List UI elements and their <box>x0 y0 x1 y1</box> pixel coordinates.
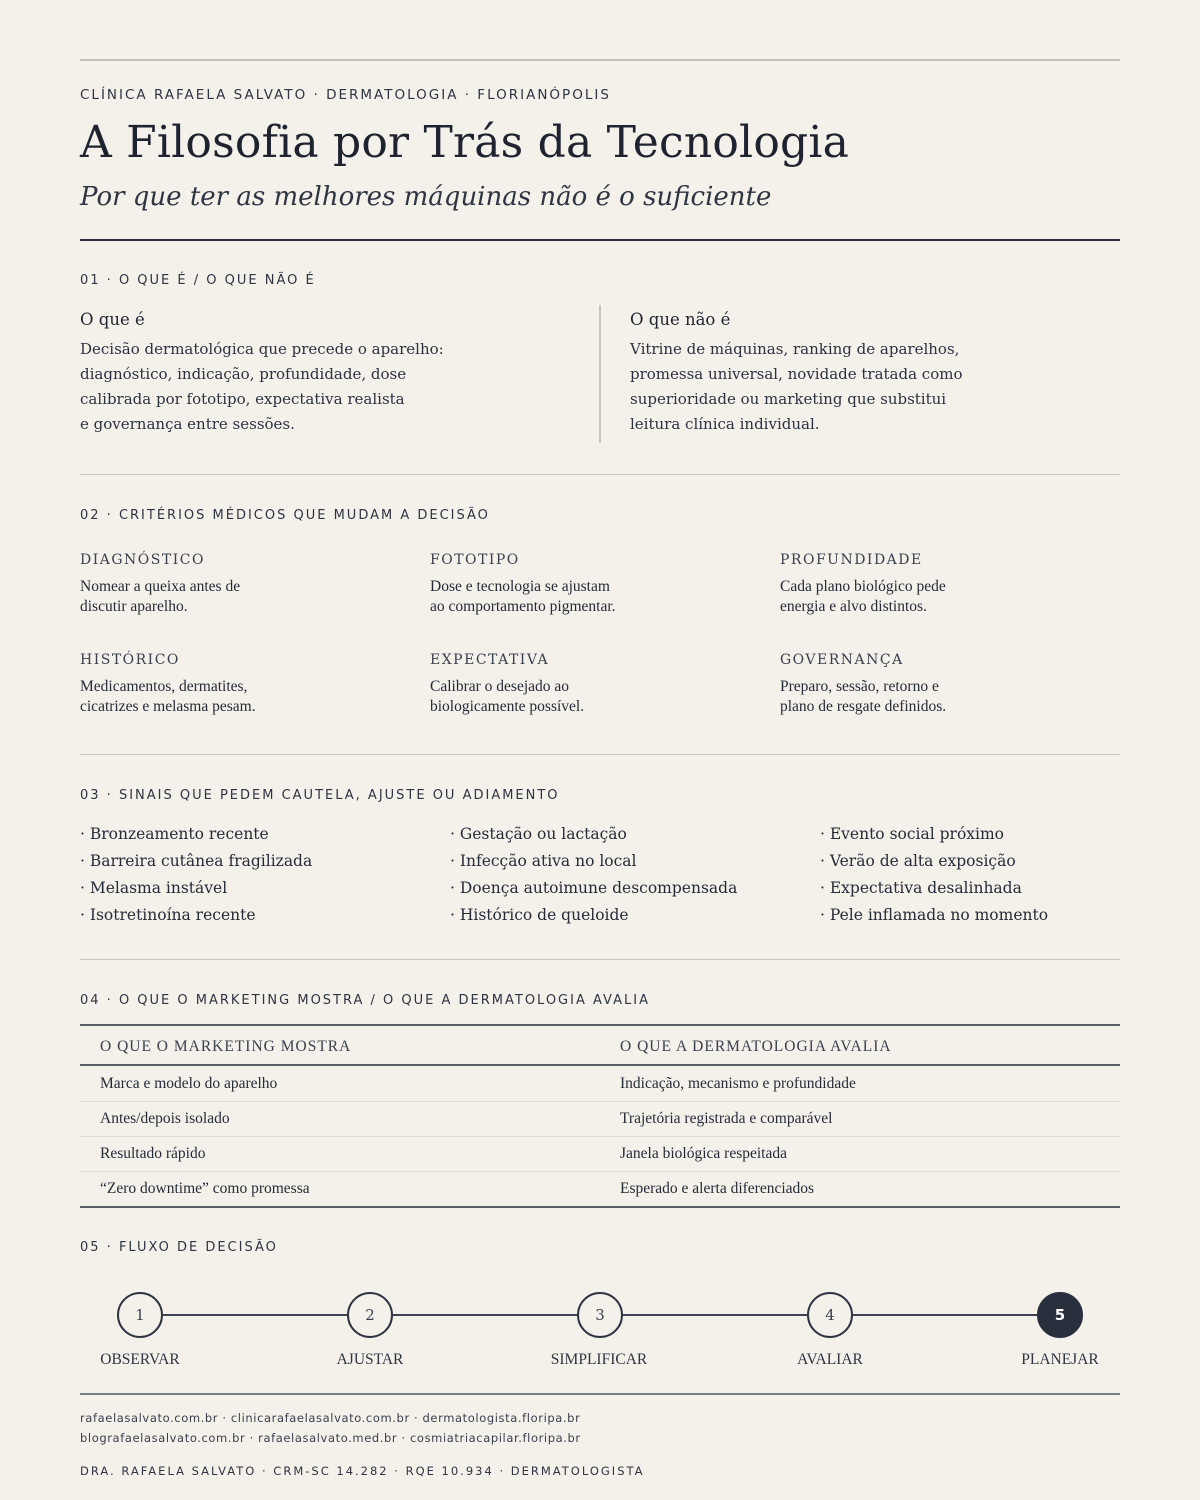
caution-sign: · Pele inflamada no momento <box>820 906 1049 924</box>
table-cell: Marca e modelo do aparelho <box>100 1075 278 1092</box>
criterion-text <box>80 577 380 617</box>
what-it-is-text <box>80 337 480 437</box>
step-2-circle: 2 <box>347 1292 393 1338</box>
caution-sign: · Verão de alta exposição <box>820 852 1016 870</box>
caution-sign: · Histórico de queloide <box>450 906 629 924</box>
criterion-line: Calibrar o desejado ao <box>430 678 570 695</box>
criterion-title: FOTOTIPO <box>430 552 520 568</box>
what-it-is-line: e governança entre sessões. <box>80 415 295 433</box>
step-1-label: OBSERVAR <box>100 1351 180 1368</box>
criterion-line: biologicamente possível. <box>430 698 585 715</box>
table-cell: Janela biológica respeitada <box>620 1145 787 1162</box>
table-cell: Trajetória registrada e comparável <box>620 1110 833 1127</box>
table-header-rule <box>80 1064 1120 1066</box>
footer-rule <box>80 1393 1120 1395</box>
table-row-divider <box>80 1171 1120 1172</box>
section-divider <box>80 474 1120 475</box>
step-4-label: AVALIAR <box>797 1351 863 1368</box>
caution-sign: · Gestação ou lactação <box>450 825 627 843</box>
clinic-eyebrow: CLÍNICA RAFAELA SALVATO · DERMATOLOGIA · FLORIANÓPOLIS <box>80 87 611 103</box>
criterion-text <box>430 577 730 617</box>
what-it-is-not-line: Vitrine de máquinas, ranking de aparelhos, <box>630 340 960 358</box>
what-it-is-line: calibrada por fototipo, expectativa realista <box>80 390 405 408</box>
caution-sign: · Isotretinoína recente <box>80 906 256 924</box>
caution-sign: · Bronzeamento recente <box>80 825 269 843</box>
criterion-title: HISTÓRICO <box>80 652 180 668</box>
caution-sign: · Expectativa desalinhada <box>820 879 1022 897</box>
table-header-dermatology: O QUE A DERMATOLOGIA AVALIA <box>620 1038 892 1055</box>
criterion-line: discutir aparelho. <box>80 598 188 615</box>
what-it-is-line: diagnóstico, indicação, profundidade, dose <box>80 365 407 383</box>
section-2-label: 02 · CRITÉRIOS MÉDICOS QUE MUDAM A DECISÃO <box>80 508 490 523</box>
page-title: A Filosofia por Trás da Tecnologia <box>80 117 850 168</box>
criterion-line: Dose e tecnologia se ajustam <box>430 578 610 595</box>
footer-links-line-2[interactable]: blografaelasalvato.com.br · rafaelasalvato.med.br · cosmiatriacapilar.floripa.br <box>80 1431 581 1445</box>
table-cell: “Zero downtime” como promessa <box>100 1180 310 1197</box>
document-page <box>80 0 1120 1500</box>
criterion-line: cicatrizes e melasma pesam. <box>80 698 256 715</box>
header-rule <box>80 239 1120 241</box>
section-3-label: 03 · SINAIS QUE PEDEM CAUTELA, AJUSTE OU ADIAMENTO <box>80 788 560 803</box>
table-row-divider <box>80 1101 1120 1102</box>
caution-sign: · Evento social próximo <box>820 825 1005 843</box>
what-it-is-not-line: superioridade ou marketing que substitui <box>630 390 947 408</box>
table-bottom-rule <box>80 1206 1120 1208</box>
step-5-circle: 5 <box>1037 1292 1083 1338</box>
criterion-line: Preparo, sessão, retorno e <box>780 678 939 695</box>
criterion-line: Nomear a queixa antes de <box>80 578 241 595</box>
table-cell: Antes/depois isolado <box>100 1110 230 1127</box>
criterion-line: energia e alvo distintos. <box>780 598 927 615</box>
what-it-is-not-heading: O que não é <box>630 310 731 329</box>
column-divider <box>599 305 601 443</box>
criterion-text <box>430 677 730 717</box>
top-rule <box>80 59 1120 61</box>
what-it-is-heading: O que é <box>80 310 145 329</box>
criterion-line: Medicamentos, dermatites, <box>80 678 248 695</box>
table-cell: Esperado e alerta diferenciados <box>620 1180 815 1197</box>
footer-links-line-1[interactable]: rafaelasalvato.com.br · clinicarafaelasalvato.com.br · dermatologista.floripa.br <box>80 1411 581 1425</box>
criterion-text <box>780 577 1080 617</box>
caution-sign: · Infecção ativa no local <box>450 852 637 870</box>
criterion-line: Cada plano biológico pede <box>780 578 946 595</box>
table-row-divider <box>80 1136 1120 1137</box>
step-1-circle: 1 <box>117 1292 163 1338</box>
table-cell: Indicação, mecanismo e profundidade <box>620 1075 856 1092</box>
step-5-label: PLANEJAR <box>1021 1351 1099 1368</box>
caution-sign: · Melasma instável <box>80 879 228 897</box>
criterion-text <box>80 677 380 717</box>
criterion-title: EXPECTATIVA <box>430 652 550 668</box>
criterion-title: DIAGNÓSTICO <box>80 552 205 568</box>
section-divider <box>80 754 1120 755</box>
section-1-label: 01 · O QUE É / O QUE NÃO É <box>80 273 316 288</box>
criterion-line: ao comportamento pigmentar. <box>430 598 616 615</box>
page-subtitle: Por que ter as melhores máquinas não é o suficiente <box>80 182 772 212</box>
criterion-text <box>780 677 1080 717</box>
what-it-is-line: Decisão dermatológica que precede o aparelho: <box>80 340 444 358</box>
what-it-is-not-text <box>630 337 1030 437</box>
caution-sign: · Doença autoimune descompensada <box>450 879 738 897</box>
caution-sign: · Barreira cutânea fragilizada <box>80 852 313 870</box>
section-5-label: 05 · FLUXO DE DECISÃO <box>80 1240 278 1255</box>
what-it-is-not-line: promessa universal, novidade tratada como <box>630 365 963 383</box>
footer-signature: DRA. RAFAELA SALVATO · CRM-SC 14.282 · RQE 10.934 · DERMATOLOGISTA <box>80 1464 645 1478</box>
criterion-title: GOVERNANÇA <box>780 652 904 668</box>
table-cell: Resultado rápido <box>100 1145 206 1162</box>
step-3-label: SIMPLIFICAR <box>550 1351 648 1368</box>
table-top-rule <box>80 1024 1120 1026</box>
criterion-title: PROFUNDIDADE <box>780 552 923 568</box>
step-2-label: AJUSTAR <box>336 1351 404 1368</box>
step-3-circle: 3 <box>577 1292 623 1338</box>
what-it-is-not-line: leitura clínica individual. <box>630 415 820 433</box>
section-divider <box>80 959 1120 960</box>
step-4-circle: 4 <box>807 1292 853 1338</box>
criterion-line: plano de resgate definidos. <box>780 698 947 715</box>
table-header-marketing: O QUE O MARKETING MOSTRA <box>100 1038 352 1055</box>
section-4-label: 04 · O QUE O MARKETING MOSTRA / O QUE A DERMATOLOGIA AVALIA <box>80 993 650 1008</box>
